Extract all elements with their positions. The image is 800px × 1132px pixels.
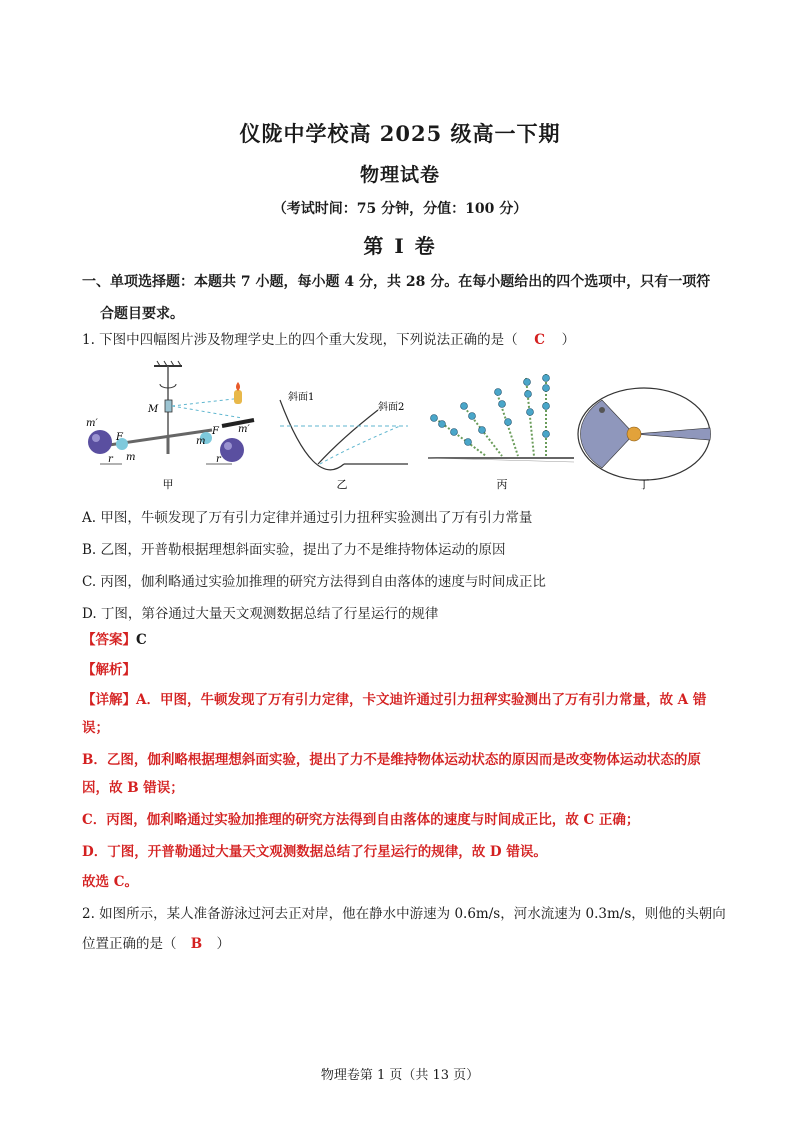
question-2-text: 位置正确的是（: [82, 936, 177, 952]
question-2-line1: 2. 如图所示，某人准备游泳过河去正对岸，他在静水中游速为 0.6m/s，河水流速为 0.3m/s，则他的头朝向: [82, 906, 726, 922]
page-footer: 物理卷第 1 页（共 13 页）: [320, 1068, 480, 1083]
question-1-stem: [82, 330, 575, 350]
question-2-answer-mark: B: [190, 936, 203, 952]
jia-label-m-left: m: [126, 452, 136, 463]
answer-line: [82, 630, 147, 650]
option-b: B. 乙图，开普勒根据理想斜面实验，提出了力不是维持物体运动的原因: [82, 542, 506, 558]
question-1-text: 1. 下图中四幅图片涉及物理学史上的四个重大发现，下列说法正确的是（: [82, 332, 518, 348]
question-1-answer-mark: C: [534, 332, 546, 348]
figure-jia-torsion-balance: [86, 361, 254, 491]
detail-c-line: C．丙图，伽利略通过实验加推理的研究方法得到自由落体的速度与时间成正比，故 C 正确；: [82, 812, 640, 828]
jia-label-r-left: r: [108, 454, 113, 465]
detail-a-line2: 误；: [82, 720, 109, 736]
exam-info: （考试时间：75 分钟，分值：100 分）: [272, 201, 528, 217]
jia-label-M: M: [148, 404, 159, 415]
bing-caption: 丙: [496, 478, 508, 491]
exam-title: 仪陇中学校高 2025 级高一下期: [239, 121, 561, 146]
figure-bing-ramps: [428, 374, 574, 491]
option-d: D. 丁图，第谷通过大量天文观测数据总结了行星运行的规律: [82, 606, 439, 622]
jia-label-m-right: m: [196, 436, 206, 447]
option-c: C. 丙图，伽利略通过实验加推理的研究方法得到自由落体的速度与时间成正比: [82, 574, 546, 590]
jia-label-r-right: r: [216, 454, 221, 465]
volume-heading: 第 I 卷: [363, 234, 437, 258]
jia-label-mprime-right: m′: [238, 424, 250, 435]
detail-b-line2: 因，故 B 错误；: [82, 780, 184, 796]
section-heading-line1: 一、单项选择题：本题共 7 小题，每小题 4 分，共 28 分。在每小题给出的四个选项中，只有一项符: [82, 274, 711, 290]
detail-a-line1: 【详解】A．甲图，牛顿发现了万有引力定律，卡文迪许通过引力扭秤实验测出了万有引力常量，故 A 错: [82, 692, 707, 708]
jia-label-F-left: F: [116, 432, 123, 443]
figures-svg: [82, 360, 722, 495]
yi-caption: 乙: [336, 478, 348, 491]
figure-ding-orbit: [578, 388, 711, 491]
yi-label-slope2: 斜面2: [378, 402, 405, 413]
detail-b-line1: B．乙图，伽利略根据理想斜面实验，提出了力不是维持物体运动状态的原因而是改变物体运动状态的原: [82, 752, 701, 768]
figure-yi-inclined-planes: [280, 390, 408, 491]
section-heading-line2: 合题目要求。: [100, 306, 184, 322]
yi-label-slope1: 斜面1: [288, 392, 315, 403]
section-heading: [82, 266, 732, 330]
jia-caption: 甲: [162, 478, 174, 491]
jia-label-mprime-left: m′: [86, 418, 98, 429]
question-1-figures: [82, 360, 722, 495]
answer-label: 【答案】: [82, 632, 136, 648]
question-2-line2: [82, 934, 230, 954]
question-2-close-paren: ）: [216, 936, 230, 952]
detail-d-line: D．丁图，开普勒通过大量天文观测数据总结了行星运行的规律，故 D 错误。: [82, 844, 547, 860]
conclusion: 故选 C。: [82, 874, 138, 890]
ding-caption: 丁: [638, 478, 650, 491]
option-a: A. 甲图，牛顿发现了万有引力定律并通过引力扭秤实验测出了万有引力常量: [82, 510, 533, 526]
analysis-label: 【解析】: [82, 662, 136, 678]
exam-subtitle: 物理试卷: [359, 164, 440, 186]
question-1-close-paren: ）: [561, 332, 576, 348]
jia-label-F-right: F: [212, 426, 219, 437]
answer-value: C: [136, 632, 147, 648]
